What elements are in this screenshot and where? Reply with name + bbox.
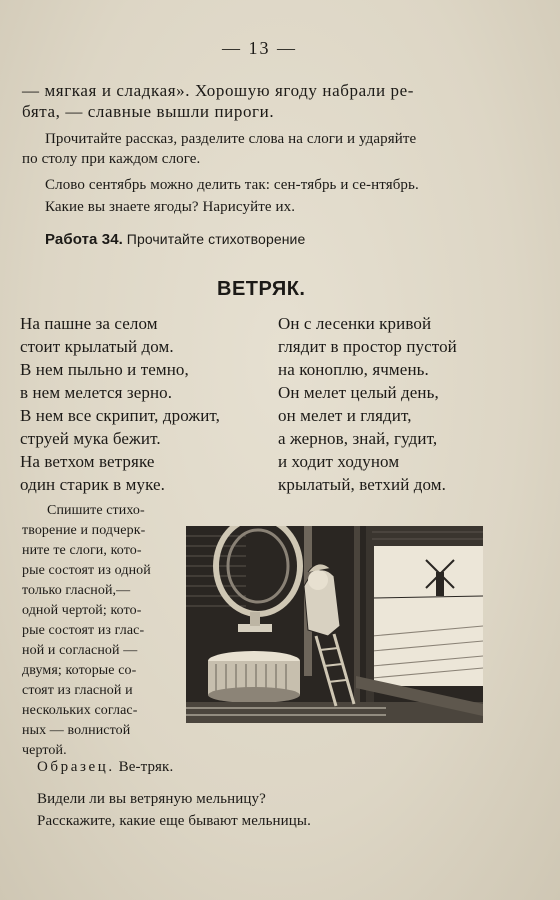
exercise-line: творение и подчерк- [22,523,146,538]
task-label: Работа 34. [45,231,123,248]
poem-line: Он мелет целый день, [278,383,439,402]
instruction-line-4: Какие вы знаете ягоды? Нарисуйте их. [45,199,296,215]
intro-line-2: бята, — славные вышли пироги. [22,102,275,121]
poem-title: ВЕТРЯК. [217,278,306,300]
instruction-line-1: Прочитайте рассказ, разделите слова на слоги и ударяйте [45,131,417,147]
exercise-line: рые состоят из одной [22,563,151,578]
exercise-line: стоят из гласной и [22,683,133,698]
sample-line [37,759,173,776]
poem-line: глядит в простор пустой [278,337,457,356]
page-number: — 13 — [222,38,297,58]
poem-line: он мелет и глядит, [278,406,412,425]
poem-line: На ветхом ветряке [20,452,155,471]
poem-line: На пашне за селом [20,314,158,333]
exercise-line: двумя; которые со- [22,663,137,678]
task-text: Прочитайте стихотворение [126,231,306,247]
exercise-line: чертой. [22,743,67,758]
instruction-line-3: Слово сентябрь можно делить так: сен-тябрь и се-нтябрь. [45,177,419,193]
poem-line: крылатый, ветхий дом. [278,475,446,494]
poem-line: один старик в муке. [20,475,166,494]
exercise-line: Спишите стихо- [47,503,145,518]
poem-line: на коноплю, ячмень. [278,360,429,379]
exercise-line: ните те слоги, кото- [22,543,142,558]
question-line-2: Расскажите, какие еще бывают мельницы. [37,813,311,829]
exercise-line: нескольких соглас- [22,703,138,718]
exercise-line: рые состоят из глас- [22,623,145,638]
exercise-line: ной и согласной — [22,643,138,658]
windmill-illustration [186,526,483,723]
sample-text: Ве-тряк. [118,759,174,775]
poem-line: В нем все скрипит, дрожит, [20,406,221,425]
exercise-line: одной чертой; кото- [22,603,142,618]
exercise-line: только гласной,— [22,583,131,598]
poem-line: струей мука бежит. [20,429,161,448]
task-heading [45,231,305,249]
poem-line: стоит крылатый дом. [20,337,174,356]
poem-line: а жернов, знай, гудит, [278,429,438,448]
intro-line-1: — мягкая и сладкая». Хорошую ягоду набрали ре- [22,81,415,100]
exercise-line: ных — волнистой [22,723,131,738]
poem-line: в нем мелется зерно. [20,383,173,402]
instruction-line-2: по столу при каждом слоге. [22,151,201,167]
question-line-1: Видели ли вы ветряную мельницу? [37,791,266,807]
sample-label: Образец. [37,759,115,775]
poem-line: и ходит ходуном [278,452,400,471]
poem-line: В нем пыльно и темно, [20,360,189,379]
poem-line: Он с лесенки кривой [278,314,432,333]
